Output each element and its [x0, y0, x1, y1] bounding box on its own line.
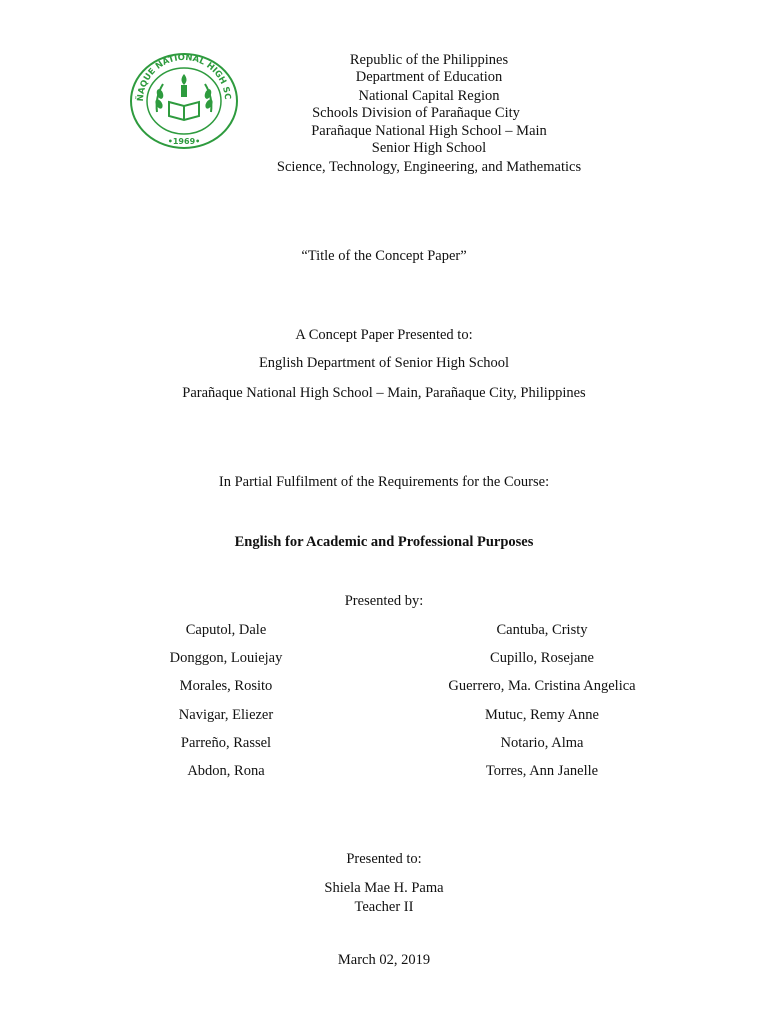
school-seal-icon — [129, 52, 239, 150]
presenter-name: Mutuc, Remy Anne — [485, 706, 599, 723]
presenter-name: Torres, Ann Janelle — [485, 762, 599, 779]
seal-text: ÑAQUE NATIONAL HIGH SC — [135, 52, 233, 102]
header-line-region: National Capital Region — [358, 88, 500, 104]
header-line-shs: Senior High School — [371, 140, 487, 156]
header-line-department: Department of Education — [355, 69, 503, 85]
presenters-right-column — [412, 622, 672, 791]
presented-by-label: Presented by: — [344, 593, 424, 609]
presenters-left-column — [126, 622, 326, 791]
presenter-name: Notario, Alma — [500, 734, 584, 751]
presenter-name: Cantuba, Cristy — [496, 622, 588, 638]
presented-to-label: Presented to: — [346, 851, 422, 867]
presenter-name: Donggon, Louiejay — [169, 650, 283, 667]
teacher-name: Shiela Mae H. Pama — [324, 880, 444, 896]
department-line: English Department of Senior High School — [258, 355, 510, 371]
header-line-school: Parañaque National High School – Main — [311, 123, 547, 139]
presenter-name: Abdon, Rona — [187, 762, 265, 779]
paper-title: “Title of the Concept Paper” — [301, 248, 467, 264]
header-line-republic: Republic of the Philippines — [349, 52, 509, 68]
submission-date: March 02, 2019 — [337, 952, 431, 968]
header-line-strand: Science, Technology, Engineering, and Mathematics — [276, 159, 582, 175]
header-line-division: Schools Division of Parañaque City — [312, 105, 520, 121]
presenter-name: Navigar, Eliezer — [178, 706, 274, 723]
concept-paper-intro: A Concept Paper Presented to: — [295, 327, 473, 343]
presenter-name: Caputol, Dale — [185, 622, 267, 638]
school-seal-logo — [129, 52, 239, 150]
presenter-name: Guerrero, Ma. Cristina Angelica — [448, 678, 636, 695]
presenter-name: Morales, Rosito — [179, 678, 273, 695]
fulfilment-line: In Partial Fulfilment of the Requirements for the Course: — [218, 474, 550, 490]
school-address-line: Parañaque National High School – Main, Parañaque City, Philippines — [182, 385, 586, 401]
seal-year: •1969• — [167, 137, 201, 146]
teacher-position: Teacher II — [354, 899, 414, 915]
presenter-name: Parreño, Rassel — [180, 734, 272, 751]
presenter-name: Cupillo, Rosejane — [490, 650, 594, 667]
course-title: English for Academic and Professional Purposes — [234, 534, 534, 550]
